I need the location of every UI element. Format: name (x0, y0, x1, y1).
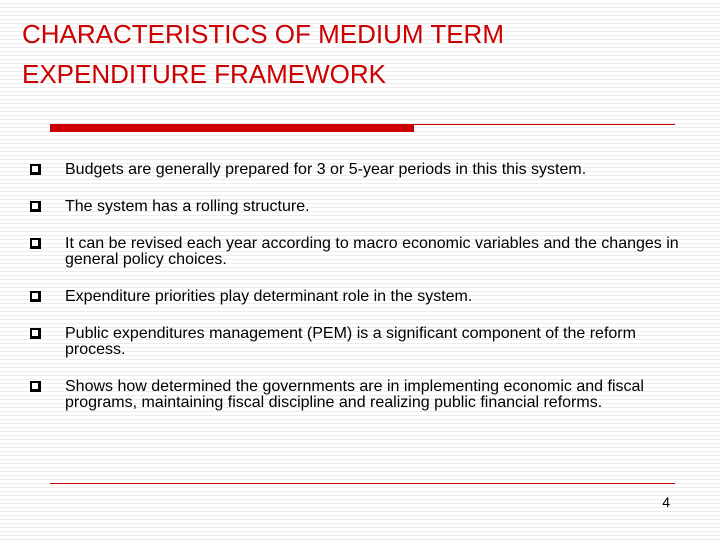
hollow-square-icon (30, 381, 41, 392)
bullet-item (30, 162, 680, 178)
hollow-square-icon (30, 328, 41, 339)
bullet-item (30, 289, 680, 305)
bullet-text: Budgets are generally prepared for 3 or 5-year periods in this this system. (65, 161, 587, 178)
bullet-item (30, 379, 680, 411)
hollow-square-icon (30, 164, 41, 175)
bullet-text: Expenditure priorities play determinant role in the system. (65, 288, 473, 305)
bullet-list (30, 162, 680, 432)
bullet-text: Shows how determined the governments are in implementing economic and fiscal programs, maintaining fiscal discipline and realizing public financial reforms. (65, 378, 644, 411)
title-underline-thick (50, 124, 414, 132)
bullet-item (30, 199, 680, 215)
title-underline-thin (414, 124, 675, 125)
slide-title-line-2: EXPENDITURE FRAMEWORK (22, 59, 387, 89)
footer-divider (50, 483, 675, 484)
bullet-item (30, 326, 680, 358)
bullet-item (30, 236, 680, 268)
bullet-text: Public expenditures management (PEM) is a significant component of the reform process. (65, 325, 636, 358)
bullet-text: The system has a rolling structure. (65, 198, 310, 215)
hollow-square-icon (30, 201, 41, 212)
hollow-square-icon (30, 238, 41, 249)
slide-title-line-1: CHARACTERISTICS OF MEDIUM TERM (22, 19, 504, 49)
hollow-square-icon (30, 291, 41, 302)
bullet-text: It can be revised each year according to macro economic variables and the changes in general policy choices. (65, 235, 679, 268)
page-number: 4 (662, 494, 670, 510)
slide-title (22, 14, 702, 94)
